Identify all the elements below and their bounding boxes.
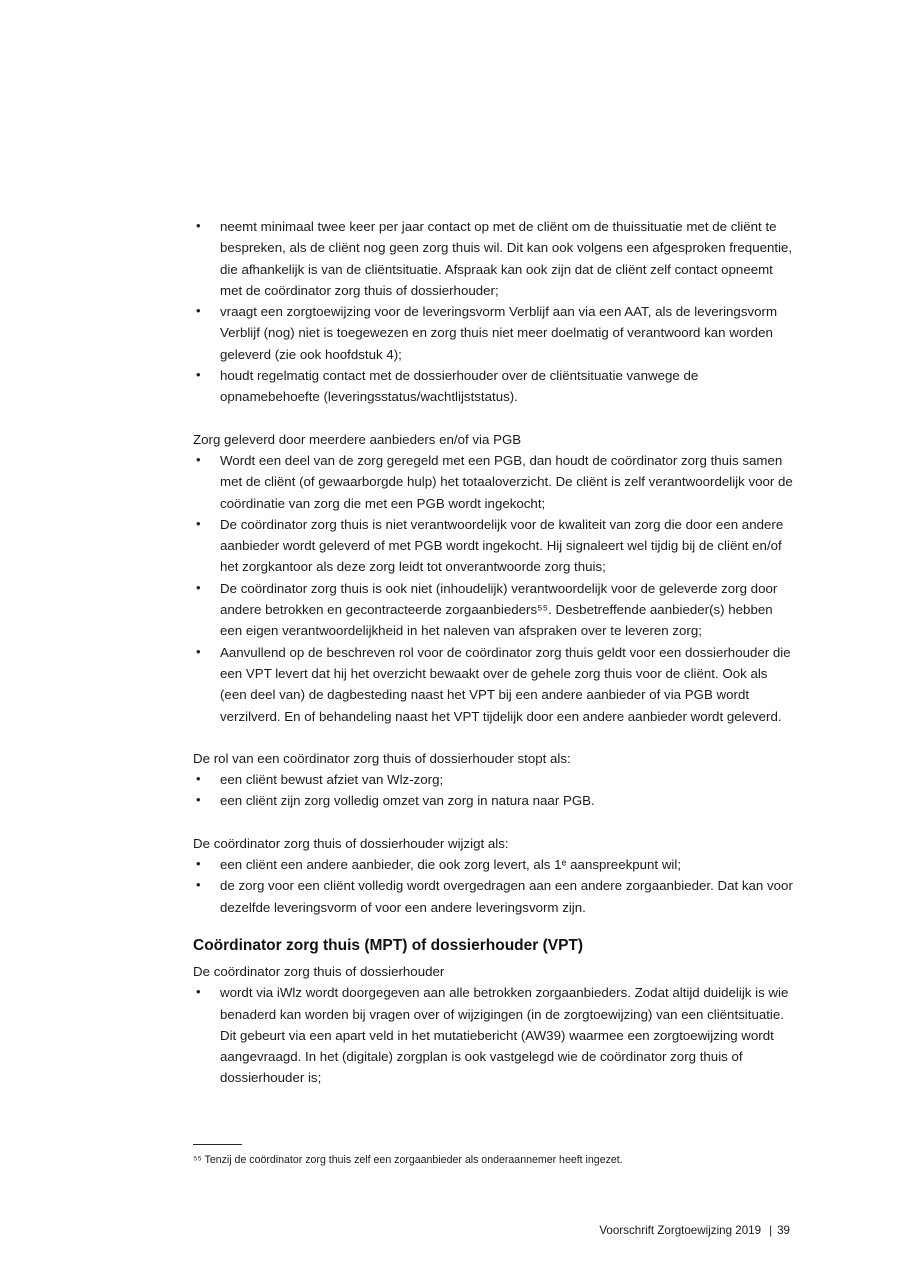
bullet-list (193, 854, 794, 918)
paragraph: De coördinator zorg thuis of dossierhouder wijzigt als: (193, 835, 509, 851)
bullet-text: Aanvullend op de beschreven rol voor de coördinator zorg thuis geldt voor een dossierhouder die een VPT levert dat hij het overzicht bewaakt over de gehele zorg thuis voor de cliënt. Ook als (een deel van) de dagbesteding naast het VPT bij een andere aanbieder of via PGB wordt verzilverd. En of behandeling naast het VPT tijdelijk door een andere aanbieder wordt geleverd. (220, 644, 791, 724)
footnote (193, 1144, 794, 1167)
bullet-item (193, 790, 794, 811)
bullet-icon: • (196, 303, 201, 319)
bullet-text: Wordt een deel van de zorg geregeld met een PGB, dan houdt de coördinator zorg thuis samen met de cliënt (of gewaarborgde hulp) het totaaloverzicht. De cliënt is zelf verantwoordelijk voor de coördinatie van zorg die met een PGB wordt ingekocht; (220, 452, 793, 511)
bullet-icon: • (196, 515, 201, 531)
bullet-text: houdt regelmatig contact met de dossierhouder over de cliëntsituatie vanwege de opnamebehoefte (leveringsstatus/wachtlijststatus). (220, 368, 699, 405)
bullet-text: de zorg voor een cliënt volledig wordt overgedragen aan een andere zorgaanbieder. Dat kan voor dezelfde leveringsvorm of voor een andere leveringsvorm zijn. (220, 878, 793, 915)
bullet-item (193, 365, 794, 408)
footer-document-title: Voorschrift Zorgtoewijzing 2019 (599, 1224, 762, 1237)
bullet-item (193, 301, 794, 365)
bullet-text: wordt via iWlz wordt doorgegeven aan alle betrokken zorgaanbieders. Zodat altijd duidelijk is wie benaderd kan worden bij vragen over of wijzigingen (in de zorgtoewijzing) van een cliëntsituatie. Dit gebeurt via een apart veld in het mutatiebericht (AW39) waarmee een zorgtoewijzing wordt aangevraagd. In het (digitale) zorgplan is ook vastgelegd wie de coördinator zorg thuis of dossierhouder is; (220, 985, 789, 1086)
section-heading: Coördinator zorg thuis (MPT) of dossierhouder (VPT) (193, 936, 584, 954)
page-body (193, 216, 794, 1089)
bullet-item (193, 514, 794, 578)
bullet-icon: • (196, 367, 201, 383)
bullet-item (193, 216, 794, 301)
bullet-text: een cliënt bewust afziet van Wlz-zorg; (220, 772, 444, 788)
footer-separator: | (769, 1224, 773, 1237)
footer-page-number: 39 (777, 1224, 790, 1237)
bullet-text: vraagt een zorgtoewijzing voor de leveringsvorm Verblijf aan via een AAT, als de leveringsvorm Verblijf (nog) niet is toegewezen en zorg thuis niet meer doelmatig of verantwoord kan worden geleverd (zie ook hoofdstuk 4); (220, 304, 778, 362)
footnote-divider (193, 1144, 242, 1145)
bullet-text: een cliënt een andere aanbieder, die ook zorg levert, als 1ᵉ aanspreekpunt wil; (220, 857, 682, 873)
bullet-list (193, 769, 794, 812)
bullet-item (193, 642, 794, 727)
page-footer (599, 1223, 790, 1238)
bullet-item (193, 450, 794, 514)
bullet-icon: • (196, 856, 201, 872)
bullet-icon: • (196, 792, 201, 808)
bullet-item (193, 875, 794, 918)
bullet-text: een cliënt zijn zorg volledig omzet van zorg in natura naar PGB. (220, 793, 595, 809)
bullet-icon: • (196, 771, 201, 787)
footnote-text: ⁵⁵ Tenzij de coördinator zorg thuis zelf een zorgaanbieder als onderaannemer heeft ingezet. (193, 1154, 623, 1166)
bullet-item (193, 769, 794, 790)
bullet-icon: • (196, 643, 201, 659)
bullet-icon: • (196, 984, 201, 1000)
bullet-list (193, 982, 794, 1088)
bullet-icon: • (196, 579, 201, 595)
bullet-text: De coördinator zorg thuis is ook niet (inhoudelijk) verantwoordelijk voor de geleverde zorg door andere betrokken en gecontracteerde zorgaanbieders⁵⁵. Desbetreffende aanbieder(s) hebben een eigen verantwoordelijkheid in het naleven van afspraken over te leveren zorg; (220, 580, 778, 639)
paragraph: De rol van een coördinator zorg thuis of dossierhouder stopt als: (193, 750, 571, 766)
bullet-item (193, 578, 794, 642)
paragraph: Zorg geleverd door meerdere aanbieders en/of via PGB (193, 431, 522, 447)
bullet-icon: • (196, 218, 201, 233)
bullet-item (193, 854, 794, 875)
bullet-list (193, 216, 794, 408)
bullet-text: De coördinator zorg thuis is niet verantwoordelijk voor de kwaliteit van zorg die door een andere aanbieder wordt geleverd of met PGB wordt ingekocht. Hij signaleert wel tijdig bij de cliënt en/of het zorgkantoor als deze zorg leidt tot onverantwoorde zorg thuis; (220, 516, 784, 575)
bullet-icon: • (196, 877, 201, 893)
bullet-list (193, 450, 794, 727)
paragraph: De coördinator zorg thuis of dossierhouder (193, 963, 445, 979)
bullet-text: neemt minimaal twee keer per jaar contact op met de cliënt om de thuissituatie met de cliënt te bespreken, als de cliënt nog geen zorg thuis wil. Dit kan ook volgens een afgesproken frequentie, die afhankelijk is van de cliëntsituatie. Afspraak kan ook zijn dat de cliënt zelf contact opneemt met de coördinator zorg thuis of dossierhouder; (220, 219, 793, 298)
bullet-icon: • (196, 451, 201, 467)
bullet-item (193, 982, 794, 1088)
